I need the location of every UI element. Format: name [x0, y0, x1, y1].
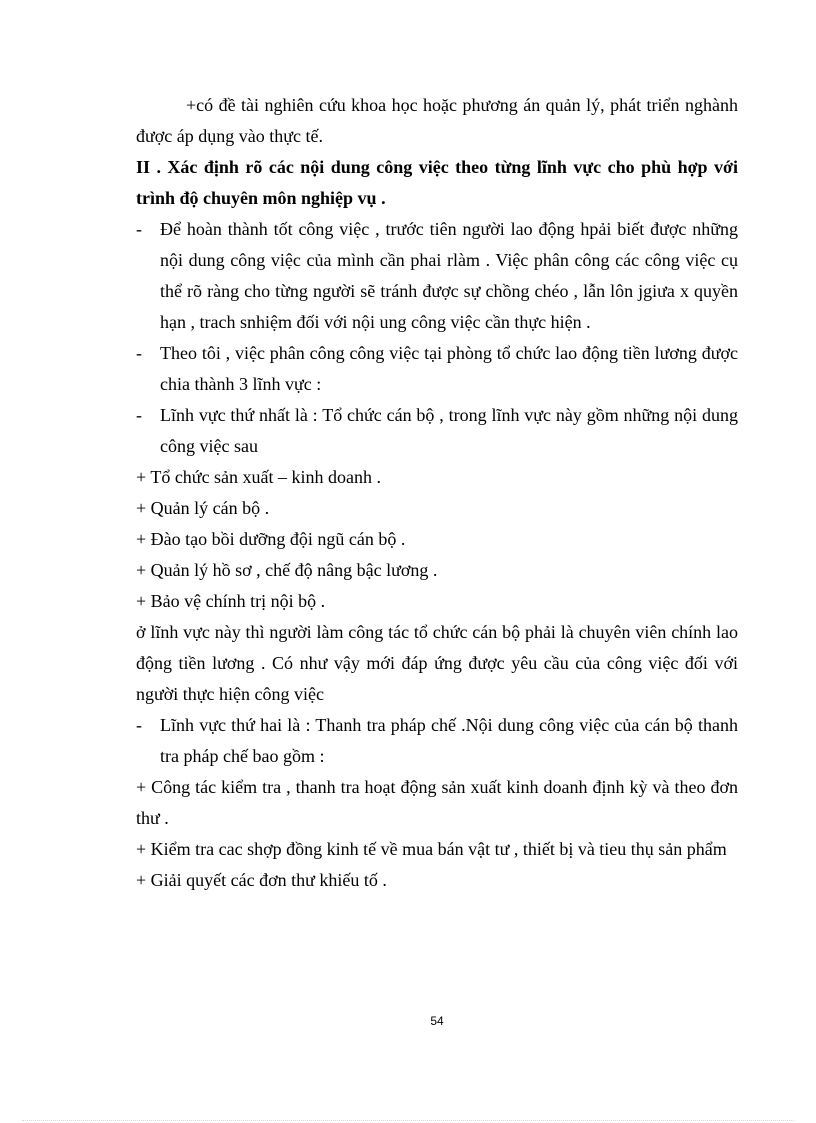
bullet-item-3: [136, 400, 738, 462]
plus-item-6: + Công tác kiểm tra , thanh tra hoạt động sản xuất kinh doanh định kỳ và theo đơn thư .: [136, 777, 738, 828]
bullet-item-1: [136, 214, 738, 338]
bullet-text: Lĩnh vực thứ hai là : Thanh tra pháp chế .Nội dung công việc của cán bộ thanh tra pháp chế bao gồm :: [160, 715, 738, 766]
bullet-text: Để hoàn thành tốt công việc , trước tiên người lao động hpải biết được những nội dung công việc của mình cần phai rlàm . Việc phân công các công việc cụ thể rõ ràng cho từng người sẽ tránh được sự chồng chéo , lẫn lôn jgiưa x quyền hạn , trach snhiệm đối với nội ung công việc cần thực hiện .: [160, 219, 738, 332]
bullet-item-4: [136, 710, 738, 772]
bullet-dash: -: [136, 715, 142, 735]
bullet-item-2: [136, 338, 738, 400]
bullet-dash: -: [136, 343, 142, 363]
page-divider: [22, 1120, 794, 1121]
section-heading: II . Xác định rõ các nội dung công việc theo từng lĩnh vực cho phù hợp với trình độ chuyên môn nghiệp vụ .: [136, 157, 738, 208]
paragraph-field-one-note: ở lĩnh vực này thì người làm công tác tổ chức cán bộ phải là chuyên viên chính lao động tiền lương . Có như vậy mới đáp ứng được yêu cầu của công việc đối với người thực hiện công việc: [136, 622, 738, 704]
bullet-dash: -: [136, 219, 142, 239]
page-number: 54: [430, 1014, 444, 1028]
bullet-text: Lĩnh vực thứ nhất là : Tổ chức cán bộ , trong lĩnh vực này gồm những nội dung công việc sau: [160, 405, 738, 456]
plus-item-2: + Quản lý cán bộ .: [136, 498, 270, 518]
body-text: [136, 90, 738, 896]
plus-item-3: + Đào tạo bồi dưỡng đội ngũ cán bộ .: [136, 529, 406, 549]
plus-item-8: + Giải quyết các đơn thư khiếu tố .: [136, 870, 387, 890]
bullet-text: Theo tôi , việc phân công công việc tại phòng tổ chức lao động tiền lương được chia thành 3 lĩnh vực :: [160, 343, 738, 394]
plus-item-7: + Kiểm tra cac shợp đồng kinh tế về mua bán vật tư , thiết bị và tieu thụ sản phẩm: [136, 839, 727, 859]
plus-item-1: + Tổ chức sản xuất – kinh doanh .: [136, 467, 382, 487]
bullet-dash: -: [136, 405, 142, 425]
paragraph-intro: +có đề tài nghiên cứu khoa học hoặc phương án quản lý, phát triển nghành được áp dụng vào thực tế.: [136, 95, 738, 146]
plus-item-4: + Quản lý hồ sơ , chế độ nâng bậc lương .: [136, 560, 438, 580]
plus-item-5: + Bảo vệ chính trị nội bộ .: [136, 591, 326, 611]
